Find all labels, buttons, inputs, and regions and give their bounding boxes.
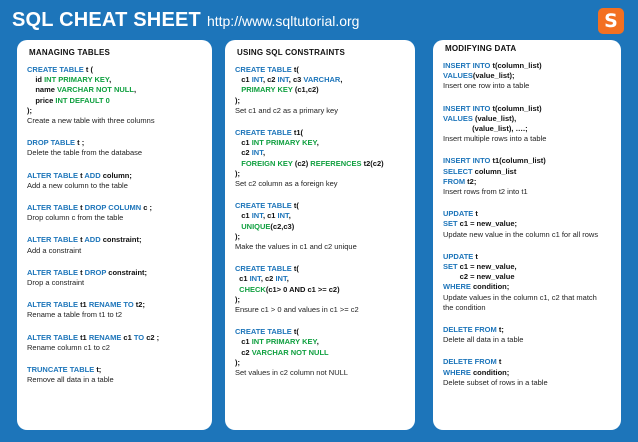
code-line [235,159,405,169]
sql-keyword: DELETE FROM [443,325,499,335]
sql-text: c1 [235,274,250,284]
code-line [235,264,405,274]
sql-keyword: CREATE TABLE [235,327,294,337]
code-line [443,156,611,166]
sql-keyword: ALTER TABLE [27,235,81,245]
sql-constraint: INT DEFAULT 0 [55,95,110,105]
snippet-description: Delete all data in a table [443,335,524,345]
code-line [27,365,202,375]
sql-keyword: CREATE TABLE [27,65,86,74]
sql-keyword: ADD [84,235,103,245]
snippet-description: the condition [443,302,486,312]
sql-text: , c2 [262,75,278,85]
sqltutorial-logo-icon: S [598,8,624,34]
sql-keyword: RENAME [88,332,124,342]
site-url[interactable]: http://www.sqltutorial.org [206,13,360,29]
sql-text: c1 = new_value; [459,219,517,229]
sql-snippet [27,171,202,191]
sql-keyword: TO [133,332,147,342]
sql-text: (value_list); [472,71,515,81]
sql-constraint: REFERENCES [310,158,364,168]
sql-snippet [27,65,202,126]
code-line [27,75,202,85]
snippet-description: Insert multiple rows into a table [443,134,547,144]
sql-keyword: ALTER TABLE [27,203,81,213]
sql-text: , c2 [260,274,276,284]
snippet-description: Remove all data in a table [27,375,114,385]
sql-snippet [235,128,405,189]
sql-text: constraint; [102,235,142,245]
sql-keyword: INSERT INTO [443,103,493,113]
sql-keyword: INT [249,274,261,284]
code-line [27,96,202,106]
sql-text: t( [293,201,299,211]
code-line [27,300,202,310]
sql-keyword: DROP [84,267,109,277]
panel-title: MANAGING TABLES [29,48,111,57]
sql-text: t1( [293,128,304,138]
sql-text: t; [96,365,102,375]
sql-text: t2; [467,176,477,186]
sql-text: (c1> 0 AND c1 >= c2) [265,284,340,294]
sql-text: constraint; [108,267,148,277]
panel-title: MODIFYING DATA [445,44,517,53]
sql-text: c1 [123,332,134,342]
sql-snippet [27,333,202,353]
code-line [443,124,611,134]
sql-constraints-panel [225,40,415,430]
code-line [235,211,405,221]
modifying-data-panel [433,40,621,430]
code-line [27,203,202,213]
sql-snippet [235,327,405,378]
sql-text: t1 [80,332,89,342]
code-line [235,75,405,85]
sql-text: (c2,c3) [270,221,295,231]
code-line [443,219,611,229]
sql-text: t1 [80,300,89,310]
code-line [235,232,405,242]
sql-snippet [27,300,202,320]
snippet-description: Set c1 and c2 as a primary key [235,105,338,115]
sql-text: (value_list), ….; [443,124,528,134]
code-line [27,65,202,75]
sql-keyword: UPDATE [443,209,476,219]
sql-text: t [80,235,85,245]
sql-text: (value_list), [474,113,517,123]
sql-text: t( [293,327,299,337]
sql-text: t ( [85,65,93,74]
snippet-description: Rename column c1 to c2 [27,342,110,352]
managing-tables-panel [17,40,212,430]
sql-keyword: ALTER TABLE [27,170,81,180]
code-line [235,337,405,347]
sql-text: t ; [77,138,85,148]
code-line [443,282,611,292]
snippet-description: Update new value in the column c1 for all rows [443,229,599,239]
sql-keyword: VARCHAR [303,75,341,85]
sql-text: ); [235,357,240,367]
sql-snippet [27,365,202,385]
sql-text: t [475,251,478,261]
sql-keyword: TRUNCATE TABLE [27,365,97,375]
sql-text: c ; [143,203,153,213]
sql-text: c2 [235,347,252,357]
sql-keyword: SET [443,219,460,229]
snippet-description: Update values in the column c1, c2 that match [443,292,597,302]
snippet-description: Drop a constraint [27,278,85,288]
sql-keyword: ALTER TABLE [27,267,81,277]
sql-keyword: INT [277,75,289,85]
sql-constraint: INT PRIMARY KEY [251,138,317,148]
snippet-description: Ensure c1 > 0 and values in c1 >= c2 [235,305,359,315]
sql-keyword: DROP TABLE [27,138,78,148]
sql-keyword: CREATE TABLE [235,264,294,274]
code-line [235,222,405,232]
code-line [27,268,202,278]
sql-text: t1(column_list) [492,156,546,166]
snippet-description: Make the values in c1 and c2 unique [235,242,357,252]
sql-keyword: DROP COLUMN [84,203,144,213]
snippet-description: Insert one row into a table [443,81,530,91]
sql-snippet [27,235,202,255]
sql-text: condition; [473,282,510,292]
sql-keyword: VALUES [443,113,475,123]
code-line [443,262,611,272]
sql-text: c2 ; [146,332,160,342]
sql-keyword: CREATE TABLE [235,201,294,211]
code-line [443,71,611,81]
sql-constraint: VARCHAR NOT NULL [251,347,329,357]
snippet-description: Add a constraint [27,245,82,255]
code-line [235,348,405,358]
code-line [235,201,405,211]
sql-text: c1 [235,211,252,221]
sql-text: ); [235,168,240,178]
code-line [27,171,202,181]
snippet-description: Drop column c from the table [27,213,124,223]
sql-snippet [27,203,202,223]
code-line [235,327,405,337]
sql-text: t; [498,325,504,335]
snippet-description: Insert rows from t2 into t1 [443,187,528,197]
sql-text: t( [293,264,299,274]
code-line [443,61,611,71]
code-line [27,333,202,343]
sql-keyword: CREATE TABLE [235,128,294,138]
code-line [27,235,202,245]
sql-constraint: CHECK [235,284,266,294]
sql-constraint: UNIQUE [235,221,271,231]
code-line [235,138,405,148]
sql-keyword: WHERE [443,282,473,292]
snippet-description: Set values in c2 column not NULL [235,368,348,378]
sql-constraint: FOREIGN KEY [235,158,295,168]
snippet-description: Create a new table with three columns [27,116,155,126]
sql-text: t [80,267,85,277]
sql-text: condition; [473,367,510,377]
sql-text: t [80,203,85,213]
sql-constraint: INT PRIMARY KEY [251,337,317,347]
sql-text: (c1,c2) [294,85,319,95]
code-line [443,357,611,367]
sql-keyword: ALTER TABLE [27,300,81,310]
code-line [235,148,405,158]
sql-keyword: FROM [443,176,468,186]
sql-keyword: SET [443,262,460,272]
sql-snippet [27,138,202,158]
sql-text: t2; [135,300,145,310]
page-title: SQL CHEAT SHEET [12,9,201,31]
code-line [443,167,611,177]
code-line [443,177,611,187]
snippet-description: Rename a table from t1 to t2 [27,310,123,320]
sql-text: t [475,209,478,219]
sql-text: c2 = new_value [443,272,515,282]
code-line [235,96,405,106]
sql-keyword: WHERE [443,367,473,377]
sql-text: (c2) [294,158,311,168]
code-line [443,272,611,282]
code-line [235,358,405,368]
sql-keyword: ADD [84,170,103,180]
sql-keyword: INSERT INTO [443,61,493,70]
sql-keyword: RENAME TO [88,300,136,310]
sql-text: , c1 [262,211,278,221]
sql-keyword: CREATE TABLE [235,65,294,74]
sql-keyword: VALUES [443,71,473,81]
sql-keyword: INT [277,211,289,221]
sql-text: , [316,337,319,347]
sql-text: , [286,274,289,284]
code-line [27,85,202,95]
sql-text: , c3 [288,75,304,85]
code-line [235,169,405,179]
sql-text: c1 = new_value, [459,262,517,272]
sql-text: t(column_list) [492,103,542,113]
code-line [235,65,405,75]
sql-text: c1 [235,75,252,85]
sql-keyword: INT [251,75,263,85]
header [12,9,359,37]
sql-snippet [443,325,611,345]
code-line [235,128,405,138]
sql-keyword: INSERT INTO [443,156,493,166]
sql-text: column_list [474,166,517,176]
sql-text: , [316,138,319,148]
code-line [443,104,611,114]
sql-text: c1 [235,138,252,148]
sql-snippet [235,65,405,116]
sql-keyword: INT [275,274,287,284]
sql-constraint: INT PRIMARY KEY [44,75,110,85]
sql-keyword: INT [251,211,263,221]
sql-keyword: SELECT [443,166,475,176]
code-line [443,252,611,262]
sql-text: t [80,170,85,180]
code-line [235,285,405,295]
sql-text: ); [235,294,240,304]
sql-text: column; [102,170,132,180]
code-line [443,114,611,124]
sql-snippet [443,61,611,92]
sql-snippet [443,357,611,388]
panel-title: USING SQL CONSTRAINTS [237,48,346,57]
code-line [27,138,202,148]
sql-text: ); [27,105,32,115]
sql-snippet [443,156,611,197]
snippet-description: Delete subset of rows in a table [443,377,548,387]
snippet-description: Delete the table from the database [27,148,143,158]
code-line [443,368,611,378]
code-line [235,295,405,305]
sql-snippet [27,268,202,288]
sql-text: , [262,148,266,158]
snippet-description: Add a new column to the table [27,180,128,190]
sql-text: ); [235,231,240,241]
sql-keyword: ALTER TABLE [27,332,81,342]
snippet-description: Set c2 column as a foreign key [235,179,338,189]
sql-text: t(column_list) [492,61,542,70]
code-line [443,325,611,335]
code-line [235,274,405,284]
sql-text: , [340,75,343,85]
sql-keyword: INT [251,148,263,158]
code-line [443,209,611,219]
sql-snippet [443,209,611,240]
sql-text: , [288,211,291,221]
sql-text: t( [293,65,299,74]
sql-text: c1 [235,337,252,347]
sql-text: , [133,85,137,95]
sql-text: price [27,95,56,105]
sql-keyword: UPDATE [443,251,476,261]
sql-constraint: VARCHAR NOT NULL [57,85,134,95]
sql-text: t [498,357,502,367]
sql-text: id [27,75,45,85]
code-line [27,106,202,116]
sql-keyword: DELETE FROM [443,357,499,367]
sql-constraint: PRIMARY KEY [235,85,295,95]
sql-text: , [109,75,112,85]
sql-text: c2 [235,148,252,158]
sql-text: t2(c2) [363,158,384,168]
sql-snippet [443,252,611,313]
sql-text: name [27,85,58,95]
code-line [235,85,405,95]
sql-snippet [235,201,405,252]
sql-text: ); [235,95,240,105]
sql-snippet [443,104,611,145]
sql-snippet [235,264,405,315]
